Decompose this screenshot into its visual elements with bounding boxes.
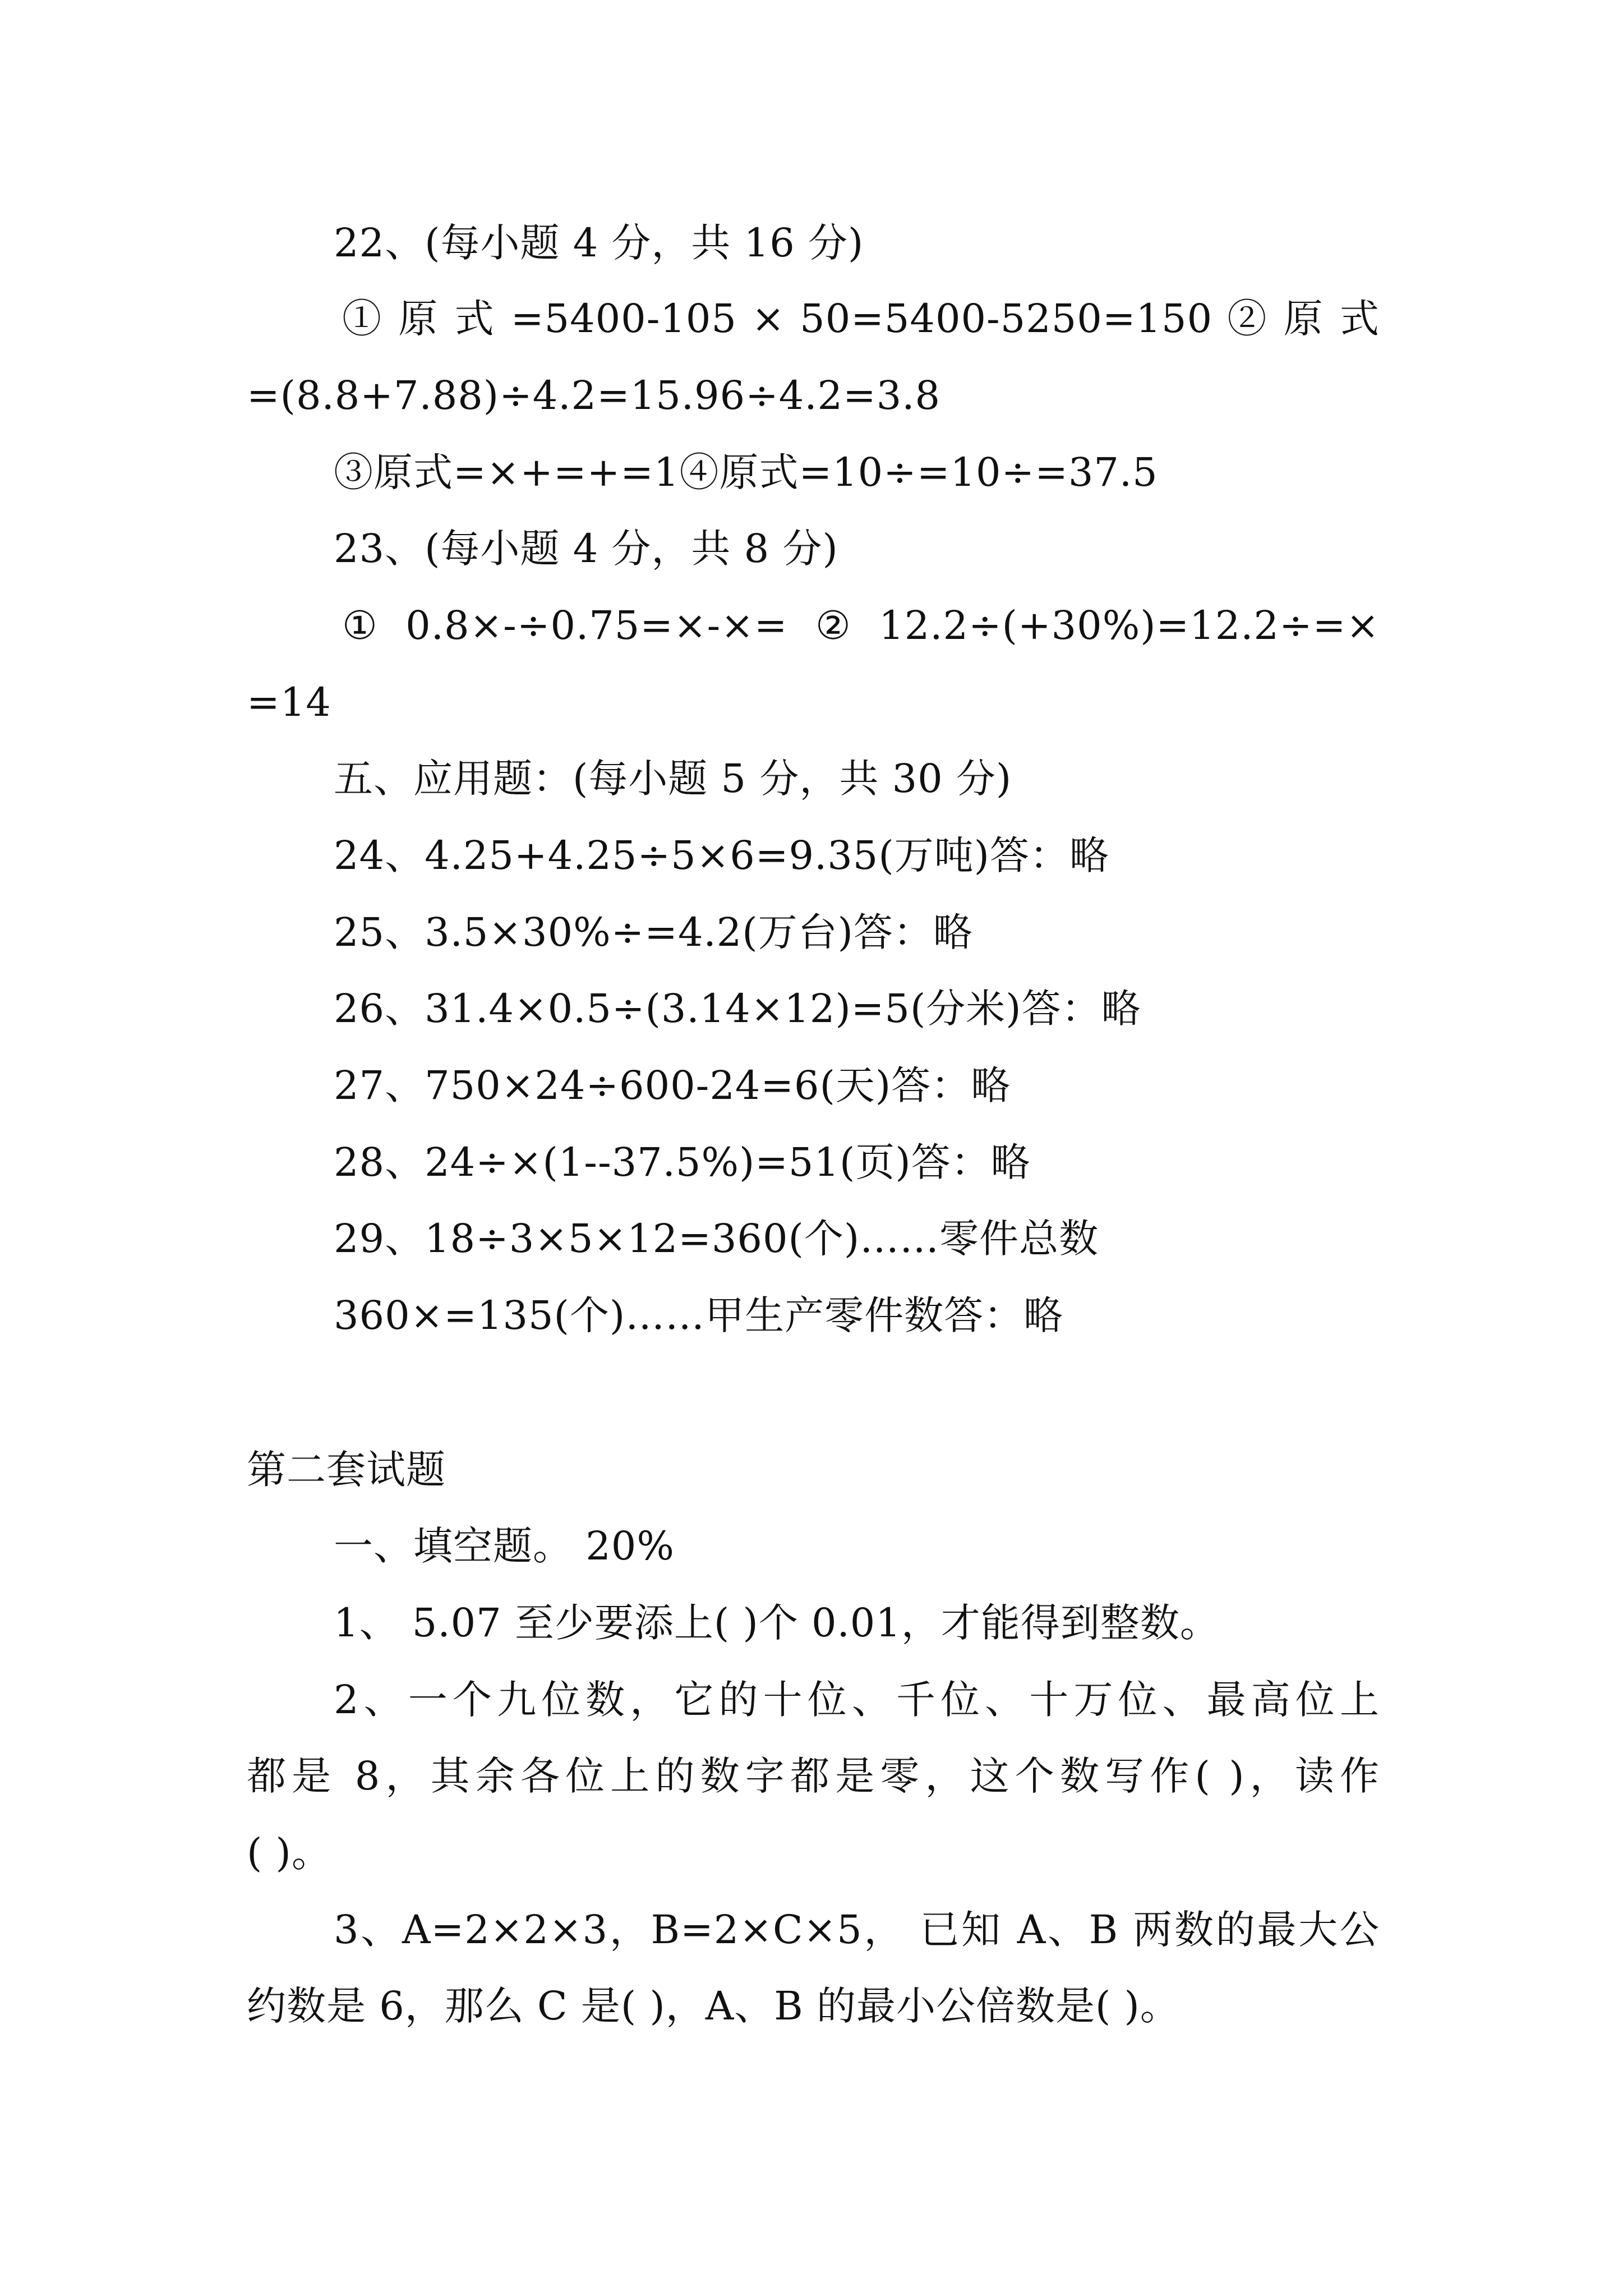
second-set-title: 第二套试题 [247, 1447, 446, 1493]
fill-blank-heading: 一、填空题。 20% [334, 1523, 675, 1569]
question-3-line-2: 约数是 6，那么 C 是( )，A、B 的最小公倍数是( )。 [247, 1983, 1180, 2029]
answer-29-line-1: 29、18÷3×5×12=360(个)……零件总数 [334, 1216, 1099, 1262]
section-23-answer-cont: =14 [247, 679, 331, 725]
answer-25: 25、3.5×30%÷=4.2(万台)答：略 [334, 909, 973, 955]
question-2-line-1: 2、一个九位数，它的十位、千位、十万位、最高位上 [334, 1677, 1380, 1723]
answer-26: 26、31.4×0.5÷(3.14×12)=5(分米)答：略 [334, 986, 1141, 1032]
application-heading: 五、应用题：(每小题 5 分，共 30 分) [334, 756, 1012, 802]
question-1: 1、 5.07 至少要添上( )个 0.01，才能得到整数。 [334, 1600, 1220, 1646]
question-2-line-3: ( )。 [247, 1830, 331, 1876]
section-22-answer-2-cont: =(8.8+7.88)÷4.2=15.96÷4.2=3.8 [247, 372, 941, 418]
question-3-line-1: 3、A=2×2×3，B=2×C×5， 已知 A、B 两数的最大公 [334, 1907, 1380, 1953]
answer-29-line-2: 360×=135(个)……甲生产零件数答：略 [334, 1292, 1064, 1338]
section-22-heading: 22、(每小题 4 分，共 16 分) [334, 220, 864, 266]
section-22-answer-1-2: ① 原 式 =5400-105 × 50=5400-5250=150 ② 原 式 [342, 296, 1380, 342]
question-2-line-2: 都是 8，其余各位上的数字都是零，这个数写作( )，读作 [247, 1753, 1380, 1799]
answer-28: 28、24÷×(1--37.5%)=51(页)答：略 [334, 1139, 1031, 1185]
answer-24: 24、4.25+4.25÷5×6=9.35(万吨)答：略 [334, 832, 1109, 878]
section-23-heading: 23、(每小题 4 分，共 8 分) [334, 526, 838, 572]
section-22-answer-3-4: ③原式=×+=+=1④原式=10÷=10÷=37.5 [334, 449, 1158, 495]
section-23-answer-1-2: ①0.8×-÷0.75=×-×=②12.2÷(+30%)=12.2÷=× [342, 602, 1380, 648]
answer-27: 27、750×24÷600-24=6(天)答：略 [334, 1062, 1011, 1108]
